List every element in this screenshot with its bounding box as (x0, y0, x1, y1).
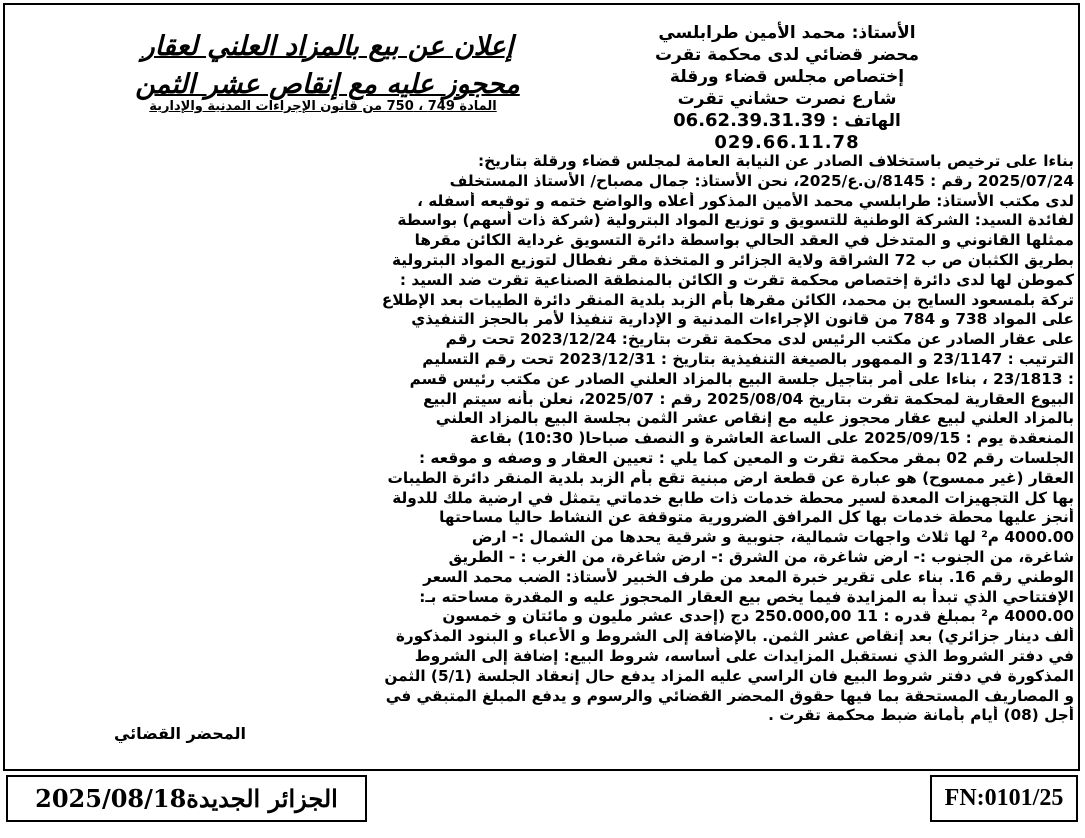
phone-fixed: 029.66.11.78 (714, 132, 860, 153)
body-line: و المصاريف المستحقة بما فيها حقوق المحضر القضائي والرسوم و يدفع المبلغ المتبقي في (385, 686, 1074, 705)
phone-label: الهاتف : (831, 111, 901, 131)
announcement-body (18, 152, 1074, 726)
body-line: على عقار الصادر عن مكتب الرئيس لدى محكمة تقرت بتاريخ: 2023/12/24 تحت رقم (445, 330, 1074, 349)
bailiff-address: شارع نصرت حشاني تقرت (677, 89, 897, 109)
body-line: كموطن لها لدى دائرة إختصاص محكمة تقرت و الكائن بالمنطقة الصناعية تقرت ضد السيد : (399, 270, 1074, 289)
announcement-title (50, 28, 605, 104)
body-line: أنجز عليها محطة خدمات بها كل المرافق الضرورية متوقفة عن النشاط حاليا مساحتها (439, 508, 1074, 527)
file-number: FN:0101/25 (944, 785, 1064, 811)
title-line-1: إعلان عن بيع بالمزاد العلني لعقار (141, 31, 514, 62)
body-line: المنعقدة يوم : 2025/09/15 على الساعة العاشرة و النصف صباحا( 10:30) بقاعة (469, 429, 1074, 448)
bailiff-phone (607, 110, 967, 132)
bailiff-role: محضر قضائي لدى محكمة تقرت (654, 45, 920, 65)
body-line: لدى مكتب الأستاذ: طرابلسي محمد الأمين المذكور أعلاه والواضع ختمه و توقيعه أسفله ، (417, 191, 1074, 210)
body-line: الترتيب : 23/1147 و الممهور بالصيغة التنفيذية بتاريخ : 2023/12/31 تحت رقم التسليم (422, 349, 1074, 368)
body-line: الجلسات رقم 02 بمقر محكمة تقرت و المعين كما يلي : تعيين العقار و وصفه و موقعه : (418, 448, 1074, 467)
body-line: بها كل التجهيزات المعدة لسير محطة خدمات ذات طابع خدماتي يتمثل في ارضية ملك للدولة (392, 488, 1074, 507)
newspaper-name: الجزائر الجديدة (186, 784, 338, 813)
body-line: الإفتتاحي الذي تبدأ به المزايدة فيما يخص بيع العقار المحجوز عليه و المقدرة مساحته بـ: (419, 587, 1074, 606)
body-line: البيوع العقارية لمحكمة تقرت بتاريخ 2025/08/04 رقم : 2025/07، نعلن بأنه سيتم البيع (423, 389, 1074, 408)
body-line: في دفتر الشروط الذي نستقبل المزايدات على أساسه، شروط البيع: إضافة إلى الشروط (414, 646, 1074, 665)
body-line: : 23/1813 ، بناءا على أمر بتاجيل جلسة البيع بالمزاد العلني الصادر عن مكتب رئيس قسم (409, 369, 1074, 388)
publication-date: 2025/08/18 (35, 784, 187, 813)
body-line: تركة بلمسعود السايح بن محمد، الكائن مقرها بأم الزبد بلدية المنقر دائرة الطيبات بعد الإطلاع (381, 290, 1074, 309)
body-line: بناءا على ترخيص باستخلاف الصادر عن النيابة العامة لمجلس قضاء ورقلة بتاريخ: (478, 152, 1074, 170)
bailiff-name: الأستاذ: محمد الأمين طرابلسي (658, 23, 916, 43)
body-line: بالمزاد العلني لبيع عقار محجوز عليه مع إنقاص عشر الثمن بجلسة البيع بالمزاد العلني (435, 409, 1074, 428)
title-line-2: محجوز عليه مع إنقاص عشر الثمن (135, 69, 520, 100)
body-line: لفائدة السيد: الشركة الوطنية للتسويق و توزيع المواد البترولية (شركة ذات أسهم) بواسطة (397, 211, 1074, 230)
bailiff-header (607, 22, 967, 154)
body-line: بطريق الكثبان ص ب 72 الشراقة ولاية الجزائر و المتخذة مقر نفطال لتوزيع المواد البترولية (391, 250, 1074, 269)
bailiff-jurisdiction: إختصاص مجلس قضاء ورقلة (669, 67, 905, 87)
body-line: على المواد 738 و 784 من قانون الإجراءات المدنية و الإدارية تنفيذا لأمر بالحجز التنفيذي (411, 310, 1074, 329)
body-line: الوطني رقم 16. بناء على تقرير خبرة المعد من طرف الخبير لأستاذ: الضب محمد السعر (423, 567, 1074, 586)
body-line: ألف دينار جزائري) بعد إنقاص عشر الثمن. بالإضافة إلى الشروط و الأعباء و البنود المذكورة (395, 627, 1074, 646)
body-line: شاغرة، من الجنوب :- ارض شاغرة، من الشرق :- ارض شاغرة، من الغرب : - الطريق (448, 547, 1074, 566)
signature-label: المحضر القضائي (113, 724, 246, 743)
file-number-box (930, 775, 1078, 822)
body-line: ممثلها القانوني و المتدخل في العقد الحالي بواسطة دائرة التسويق غرداية الكائن مقرها (414, 231, 1074, 250)
body-line: العقار (غير ممسوح) هو عبارة عن قطعة ارض مبنية تقع بأم الزبد بلدية المنقر دائرة الطيبات (387, 468, 1074, 487)
body-line: 4000.00 م² بمبلغ قدره : 11 250.000,00 دج (إحدى عشر مليون و مائتان و خمسون (442, 607, 1074, 626)
body-line: 4000.00 م² لها ثلاث واجهات شمالية، جنوبية و شرقية يحدها من الشمال :- ارض (471, 528, 1074, 547)
legal-article-reference: المادة 749 ، 750 من قانون الإجراءات المدنية والإدارية (149, 99, 497, 114)
newspaper-box (6, 775, 367, 822)
phone-mobile: 06.62.39.31.39 (673, 110, 826, 131)
body-line: المذكورة في دفتر شروط البيع فان الراسي عليه المزاد يدفع حال إنعقاد الجلسة (5/1) الثمن (384, 666, 1074, 685)
body-line: أجل (08) أيام بأمانة ضبط محكمة تقرت . (768, 706, 1074, 725)
body-line: 2025/07/24 رقم : 8145/ن.ع/2025، نحن الأستاذ: جمال مصباح/ الأستاذ المستخلف (449, 171, 1074, 190)
